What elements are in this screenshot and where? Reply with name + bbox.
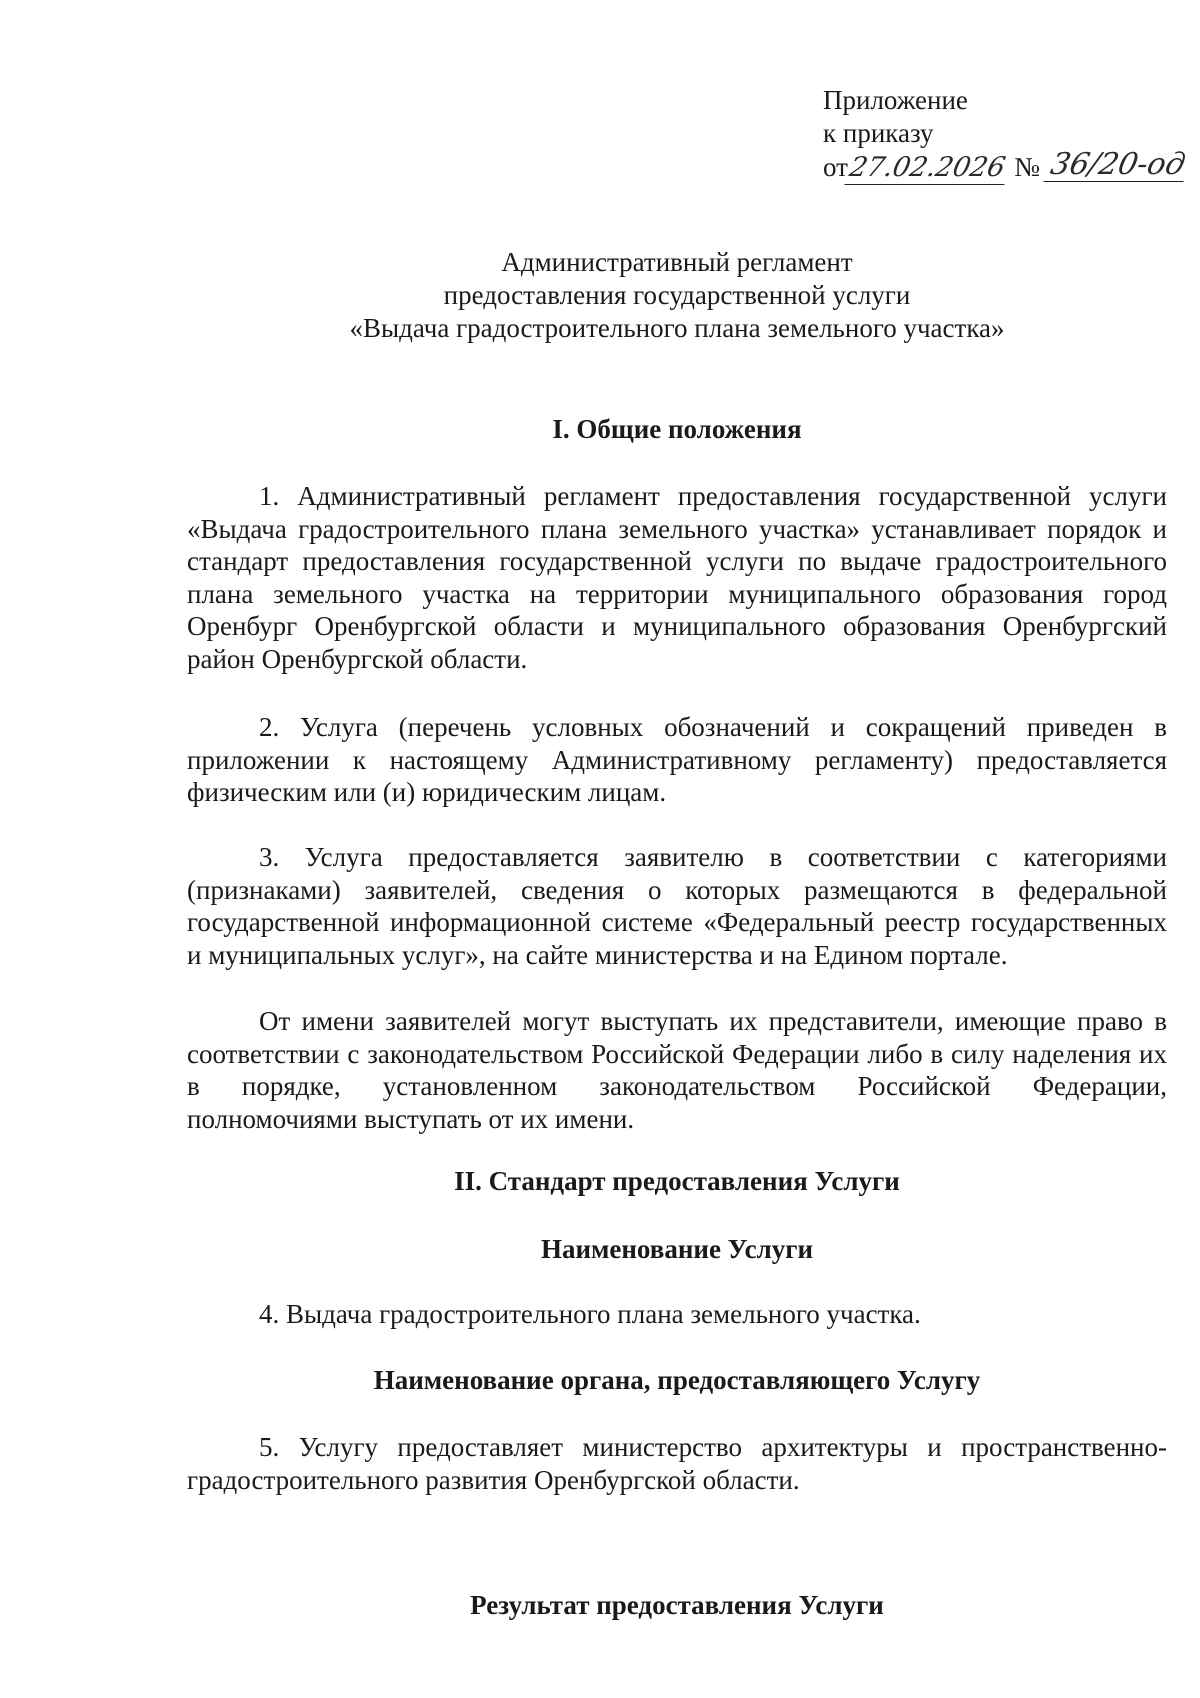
from-label: от [823,152,848,182]
title-line-1: Административный регламент [501,247,853,277]
appendix-block [823,84,1189,185]
subsection-authority-heading: Наименование органа, предоставляющего Услугу [373,1365,981,1395]
order-reference: к приказу [823,118,934,148]
appendix-label: Приложение [823,85,968,115]
section-2-heading: II. Стандарт предоставления Услуги [454,1166,900,1196]
section-1-heading: I. Общие положения [552,414,802,444]
title-line-3: «Выдача градостроительного плана земельного участка» [349,313,1005,343]
paragraph-5: 5. Услугу предоставляет министерство архитектуры и пространственно-градостроительного развития Оренбургской области. [187,1432,1167,1495]
paragraph-3-continued: От имени заявителей могут выступать их представители, имеющие право в соответствии с законодательством Российской Федерации либо в силу наделения их в порядке, установленном законодательством Российской Федерации, полномочиями выступать от их имени. [187,1006,1167,1134]
subsection-result-heading: Результат предоставления Услуги [470,1590,884,1620]
title-line-2: предоставления государственной услуги [443,280,911,310]
number-label: № [1014,152,1041,182]
order-date-number [823,147,1189,185]
handwritten-date: 27.02.2026 [844,151,1011,185]
document-title [187,246,1167,345]
paragraph-1: 1. Административный регламент предоставления государственной услуги «Выдача градостроительного плана земельного участка» устанавливает порядок и стандарт предоставления государственной услуги по выдаче градостроительного плана земельного участка на территории муниципального образования город Оренбург Оренбургской области и муниципального образования Оренбургский район Оренбургской области. [187,481,1167,674]
paragraph-3: 3. Услуга предоставляется заявителю в соответствии с категориями (признаками) заявителей, сведения о которых размещаются в федеральной государственной информационной системе «Федеральный реестр государственных и муниципальных услуг», на сайте министерства и на Едином портале. [187,842,1167,970]
handwritten-order-number: 36/20-од [1043,148,1190,182]
paragraph-4: 4. Выдача градостроительного плана земельного участка. [259,1299,921,1329]
subsection-service-name-heading: Наименование Услуги [540,1234,814,1264]
paragraph-2: 2. Услуга (перечень условных обозначений и сокращений приведен в приложении к настоящему Административному регламенту) предоставляется физическим или (и) юридическим лицам. [187,712,1167,807]
